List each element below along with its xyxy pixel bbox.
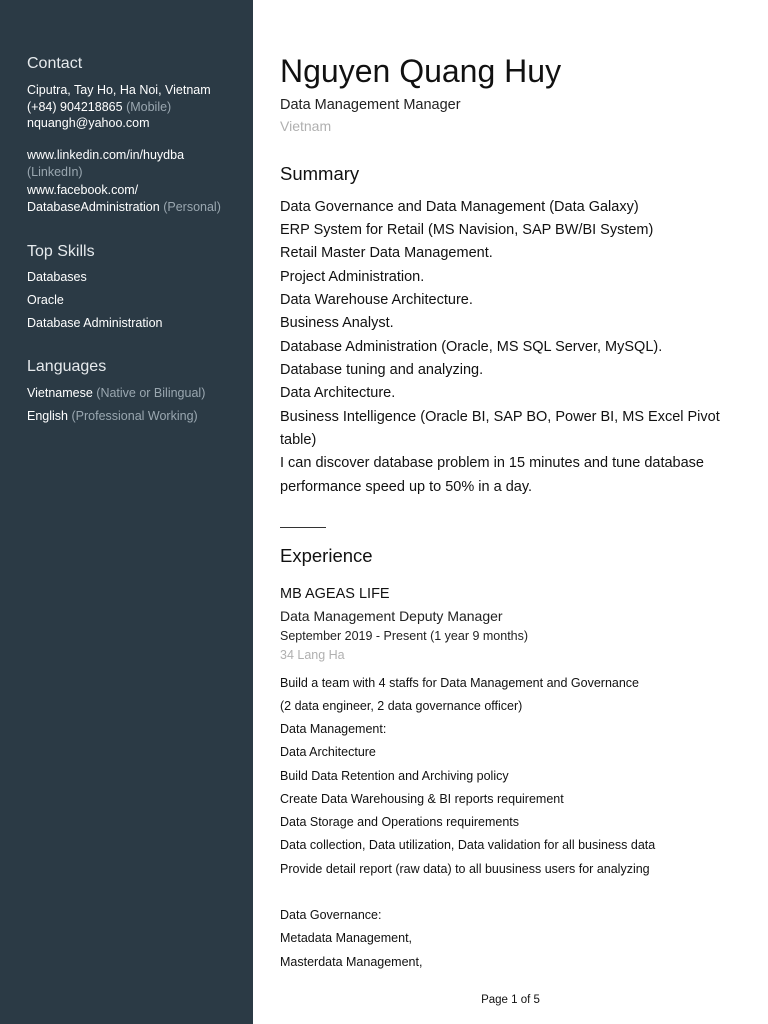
job-location: 34 Lang Ha: [280, 648, 345, 662]
contact-phone-row: [27, 100, 171, 114]
skills-heading: Top Skills: [27, 243, 95, 260]
contact-linkedin-type: (LinkedIn): [27, 165, 83, 179]
experience-line: Masterdata Management,: [280, 955, 423, 969]
contact-phone: (+84) 904218865: [27, 100, 123, 114]
profile-name: Nguyen Quang Huy: [280, 53, 562, 89]
experience-line: Build Data Retention and Archiving policy: [280, 769, 509, 783]
contact-linkedin[interactable]: www.linkedin.com/in/huydba: [27, 148, 185, 162]
experience-line: Data Storage and Operations requirements: [280, 815, 520, 829]
skill-item: Databases: [27, 270, 87, 284]
summary-line: Retail Master Data Management.: [280, 245, 493, 261]
language-level: (Native or Bilingual): [96, 386, 206, 400]
summary-line: I can discover database problem in 15 minutes and tune database: [280, 455, 704, 471]
contact-facebook-type: (Personal): [163, 200, 221, 214]
experience-line: (2 data engineer, 2 data governance officer): [280, 699, 523, 713]
page-number: Page 1 of 5: [481, 994, 540, 1006]
contact-facebook-1[interactable]: www.facebook.com/: [27, 183, 139, 197]
summary-line: Data Architecture.: [280, 385, 396, 401]
language-item: [27, 409, 198, 423]
contact-heading: Contact: [27, 55, 83, 72]
languages-heading: Languages: [27, 358, 107, 375]
summary-heading: Summary: [280, 163, 360, 184]
experience-heading: Experience: [280, 545, 373, 566]
experience-line: Data Management:: [280, 722, 387, 736]
experience-line: Provide detail report (raw data) to all buusiness users for analyzing: [280, 862, 650, 876]
contact-facebook-2[interactable]: DatabaseAdministration: [27, 200, 160, 214]
summary-line: Data Governance and Data Management (Data Galaxy): [280, 199, 639, 215]
summary-line: performance speed up to 50% in a day.: [280, 479, 533, 495]
language-name: Vietnamese: [27, 386, 93, 400]
contact-address: Ciputra, Tay Ho, Ha Noi, Vietnam: [27, 83, 211, 97]
language-item: [27, 386, 205, 400]
profile-location: Vietnam: [280, 118, 332, 134]
summary-line: ERP System for Retail (MS Navision, SAP BW/BI System): [280, 222, 654, 238]
experience-line: Build a team with 4 staffs for Data Management and Governance: [280, 676, 639, 690]
summary-line: table): [280, 432, 317, 448]
page-footer: [0, 994, 768, 1006]
sidebar: [0, 0, 253, 1024]
experience-line: Metadata Management,: [280, 931, 413, 945]
contact-email[interactable]: nquangh@yahoo.com: [27, 116, 150, 130]
company-name: MB AGEAS LIFE: [280, 586, 390, 602]
section-divider: [280, 527, 326, 528]
skill-item: Oracle: [27, 293, 64, 307]
language-level: (Professional Working): [71, 409, 198, 423]
experience-line: Create Data Warehousing & BI reports requirement: [280, 792, 564, 806]
language-name: English: [27, 409, 68, 423]
contact-facebook-row: [27, 200, 221, 214]
experience-line: Data Architecture: [280, 745, 376, 759]
experience-line: Data collection, Data utilization, Data validation for all business data: [280, 838, 656, 852]
summary-line: Project Administration.: [280, 269, 425, 285]
job-title: Data Management Deputy Manager: [280, 608, 503, 624]
profile-headline: Data Management Manager: [280, 97, 461, 113]
contact-phone-type: (Mobile): [126, 100, 172, 114]
summary-line: Database Administration (Oracle, MS SQL Server, MySQL).: [280, 339, 663, 355]
summary-line: Database tuning and analyzing.: [280, 362, 484, 378]
summary-line: Business Intelligence (Oracle BI, SAP BO, Power BI, MS Excel Pivot: [280, 409, 720, 425]
experience-line: Data Governance:: [280, 908, 382, 922]
skill-item: Database Administration: [27, 316, 163, 330]
summary-line: Data Warehouse Architecture.: [280, 292, 473, 308]
job-dates: September 2019 - Present (1 year 9 months): [280, 629, 529, 643]
summary-line: Business Analyst.: [280, 315, 394, 331]
